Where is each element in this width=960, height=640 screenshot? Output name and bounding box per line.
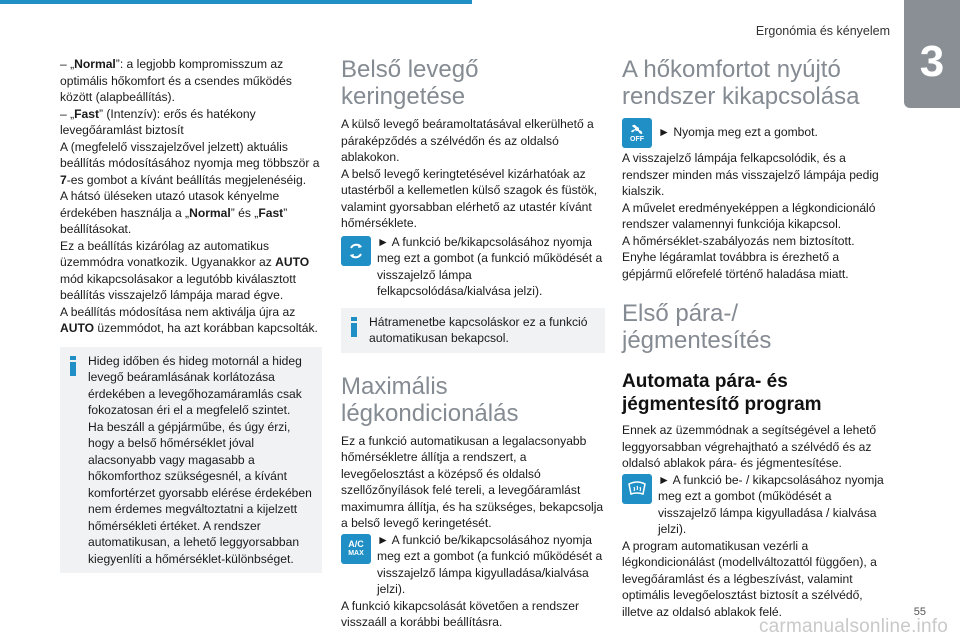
instruction-max-ac [341, 532, 605, 598]
watermark: carmanualsonline.info [758, 616, 948, 637]
paragraph: Ennek az üzemmódnak a segítségével a lehető leggyorsabban végrehajtható a szélvédő és az oldalsó ablakok pára- és jégmentesítése. [622, 423, 877, 470]
info-icon [69, 356, 77, 376]
chapter-number: 3 [919, 37, 945, 86]
instruction-recirculation [341, 234, 605, 300]
info-box [60, 347, 322, 574]
section-heading-max-ac: Maximális légkondicionálás [341, 372, 519, 427]
windscreen-demist-button-icon [622, 474, 652, 504]
paragraph: A (megfelelő visszajelzővel jelzett) aktuális beállítás módosításához nyomja meg többször a 7-es gombot a kívánt beállítás megjelenéséig. [60, 139, 320, 187]
info-box [341, 308, 605, 353]
paragraph: A program automatikusan vezérli a légkondicionálást (modellváltozattól függően), a levegőáramlást és a légbeszívást, valamint optimális levegőelosztást biztosít a szélvédő, illetve az oldalsó ablakok felé. [622, 538, 877, 619]
section-heading-recirculation: Belső levegő keringetése [341, 56, 479, 110]
paragraph: A visszajelző lámpája felkapcsolódik, és a rendszer minden más visszajelző lámpája pedig kialszik. A művelet eredményeképpen a légkondicionáló rendszer valamennyi funkciója kikapcsol. A hőmérséklet-szabályozás nem biztosított. Enyhe légáramlat továbbra is érezhető a gépjármű előrefelé történő haladása miatt. [622, 151, 879, 281]
paragraph: Ez a funkció automatikusan a legalacsonyabb hőmérsékletre állítja a rendszert, a levegőelosztást a középső és oldalsó szellőzőnyílások felé tereli, a levegőáramlást maximumra állítja, és ha szükséges, bekapcsolja a belső levegő keringetését. [341, 433, 604, 530]
paragraph: ► A funkció be- / kikapcsolásához nyomja meg ezt a gombot (működését a visszajelző lámpa kigyulladása / kialvása jelzi). [658, 472, 884, 536]
paragraph: A beállítás módosítása nem aktiválja újra az AUTO üzemmódot, ha azt korábban kapcsolták. [60, 304, 318, 335]
paragraph: – „Normal”: a legjobb kompromisszum az optimális hőkomfort és a csendes működés között (alapbeállítás). [60, 57, 292, 104]
paragraph: A hátsó üléseken utazó utasok kényelme érdekében használja a „Normal” és „Fast” beállításokat. [60, 189, 288, 236]
fan-off-button-icon: OFF [622, 118, 652, 148]
info-text: Hideg időben és hideg motornál a hideg levegő beáramlásának korlátozása érdekében a levegőhozamáramlás csak fokozatosan éri el a megfelelő szintet. Ha beszáll a gépjárműbe, és úgy érzi, hogy a belső hőmérséklet jóval alacsonyabb vagy magasabb a hőkomforthoz szükségesnél, a kívánt komfortérzet gyorsabb elérése érdekében nem érdemes megváltoztatni a kijelzett hőmérsékleti értéket. A rendszer automatikusan, a lehető leggyorsabban kiegyenlíti a hőmérséklet-különbséget. [88, 353, 312, 566]
section-heading-system-off: A hőkomfortot nyújtó rendszer kikapcsolása [622, 56, 860, 110]
page-number: 55 [913, 606, 926, 618]
ac-max-button-icon: A/C MAX [341, 534, 371, 564]
instruction-off [622, 116, 886, 141]
section-heading-front-demist: Első pára-/ jégmentesítés [622, 300, 772, 354]
column-1 [60, 56, 322, 573]
paragraph: Ez a beállítás kizárólag az automatikus üzemmódra vonatkozik. Ugyanakkor az AUTO mód kikapcsolásakor a legutóbb kiválasztott beállítás visszajelző lámpája marad égve. [60, 238, 310, 302]
info-icon [350, 317, 358, 337]
info-text: Hátramenetbe kapcsoláskor ez a funkció automatikusan bekapcsol. [369, 314, 588, 345]
paragraph: ► A funkció be/kikapcsolásához nyomja meg ezt a gombot (a funkció működését a visszajelző lámpa felkapcsolódása/kialvása jelzi). [377, 234, 603, 298]
recirculation-button-icon [341, 236, 371, 266]
paragraph: ► A funkció be/kikapcsolásához nyomja meg ezt a gombot (a funkció működését a visszajelző lámpa kigyulladása/kialvása jelzi). [377, 532, 603, 596]
column-2 [341, 56, 605, 631]
instruction-demist [622, 472, 886, 538]
subsection-heading-auto-demist: Automata pára- és jégmentesítő program [622, 371, 822, 415]
paragraph: – „Fast” (Intenzív): erős és hatékony levegőáramlást biztosít [60, 106, 256, 137]
paragraph: ► Nyomja meg ezt a gombot. [658, 125, 818, 139]
column-3 [622, 56, 886, 620]
header-accent-bar [0, 0, 472, 4]
chapter-tab [904, 0, 960, 108]
paragraph: A funkció kikapcsolását követően a rendszer visszaáll a korábbi beállításra. [341, 598, 579, 629]
section-title: Ergonómia és kényelem [755, 24, 890, 38]
paragraph: A külső levegő beáramoltatásával elkerülhető a páraképződés a szélvédőn és az oldalsó ablakokon. A belső levegő keringtetésével kizárhatóak az utastérből a kellemetlen külső szagok és füstök, valamint gyorsabban elérhető az utastér kívánt hőmérséklete. [341, 117, 598, 230]
